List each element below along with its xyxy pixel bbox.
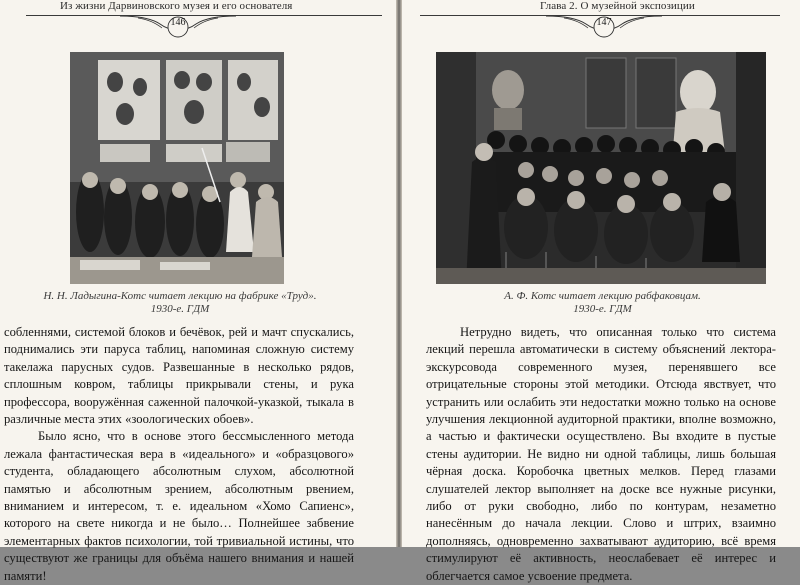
running-head-right: Глава 2. О музейной экспозиции (540, 0, 695, 12)
paragraph: собленнями, системой блоков и бечёвок, рей и мачт спускались, поднимались эти паруса таблиц, напоминая сложную систему такелажа парусных судов. Развешанные в несколько рядов, сплошным ковром, таблицы прикрывали стены, и рука профессора, вооружённая саженной палочкой-указкой, тыкала в различные места этих «зоологических обоев». (4, 325, 354, 427)
paragraph: Было ясно, что в основе этого бессмысленного метода лежала фантастическая вера в «идеального» и «образцового» студента, обладающего абсолютным слухом, абсолютной памятью и абсолютным зрением, абсолютным рвением, вниманием и интересом, т. е. идеальном «Хомо Сапиенс», которого на свете никогда и не было… Полнейшее забвение элементарных фактов психологии, той тривиальной истины, что существуют же границы для объёма нашего внимания и нашей памяти! (4, 429, 354, 583)
page-number-left: 146 (170, 17, 186, 28)
paragraph: Нетрудно видеть, что описанная только что система лекций перешла автоматически в систему объяснений лектора-экскурсовода современного музея, перенявшего все отрицательные стороны этой методики. Отсюда явствует, что устранить или ослабить эти недостатки можно только на основе улучшения лекционной аудиторной практики, вполне возможно, а частью и фактически осуществлено. Вы входите в пустые стены аудитории. Не видно ни одной таблицы, лишь большая чёрная доска. Коробочка цветных мелков. Перед глазами слушателей лектор выполняет на доске все нужные рисунки, либо от руки свободно, либо по контурам, незаметно нанесённым до начала лекции. Слово и штрих, взаимно дополняясь, одновременно захватывают аудиторию, всё время стимулируют её активность, неослабевает её интерес и облегчается самое усвоение предмета. (426, 325, 776, 583)
caption-left-line2: 1930-е. ГДМ (150, 303, 210, 315)
photo-lecture-factory (70, 52, 284, 284)
photo-lecture-rabfak (436, 52, 766, 284)
body-text-left (4, 324, 354, 585)
caption-right-line1: А. Ф. Котс читает лекцию рабфаковцам. (504, 290, 701, 302)
caption-left-line1: Н. Н. Ладыгина-Котс читает лекцию на фабрике «Труд». (43, 290, 317, 302)
right-page (400, 0, 800, 583)
photo-caption-right (430, 290, 775, 316)
caption-right-line2: 1930-е. ГДМ (573, 303, 632, 315)
running-head-left: Из жизни Дарвиновского музея и его основателя (60, 0, 293, 12)
book-gutter (396, 0, 402, 547)
body-text-right (426, 324, 776, 585)
photo-caption-left (40, 290, 320, 316)
left-page (0, 0, 398, 583)
page-number-right: 147 (596, 17, 612, 28)
